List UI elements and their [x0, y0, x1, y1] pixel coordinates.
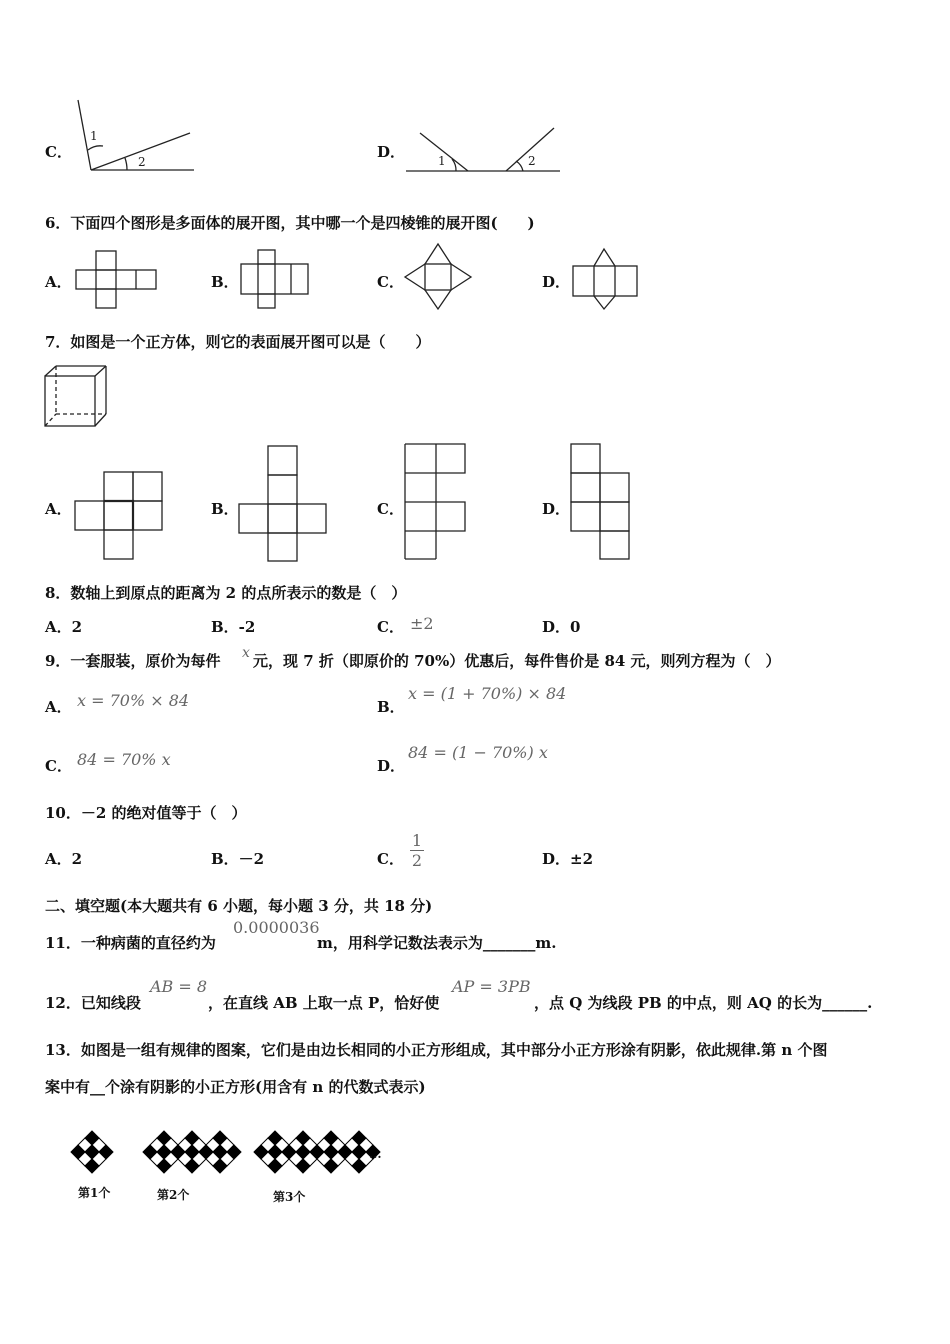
q5-option-d-label[interactable]: D．: [377, 143, 406, 161]
q7-stem: 7．如图是一个正方体，则它的表面展开图可以是（ ）: [45, 333, 431, 351]
q9-stem-part1: 9．一套服装，原价为每件: [45, 652, 221, 670]
q10-option-a[interactable]: A．2: [45, 850, 83, 868]
q13-caption-3: 第3个: [273, 1190, 306, 1204]
q5-angle-figure-c: [70, 95, 200, 175]
q7-option-b-label[interactable]: B．: [211, 500, 239, 518]
q7-net-d: [569, 441, 639, 565]
q10-fraction-numerator: 1: [411, 831, 423, 850]
q8-option-c-math: ±2: [410, 614, 434, 633]
q10-stem: 10．－2 的绝对值等于（ ）: [45, 804, 247, 822]
q12-stem-part1: 12．已知线段: [45, 994, 141, 1012]
q8-option-b[interactable]: B．-2: [211, 618, 256, 636]
q6-option-a-label[interactable]: A．: [45, 273, 72, 291]
q6-option-b-label[interactable]: B．: [211, 273, 239, 291]
q8-option-d[interactable]: D．0: [542, 618, 581, 636]
q9-stem-part2: 元，现 7 折（即原价的 70%）优惠后，每件售价是 84 元，则列方程为（ ）: [253, 652, 781, 670]
section2-heading: 二、填空题(本大题共有 6 小题，每小题 3 分，共 18 分): [45, 897, 433, 915]
q6-net-b: [238, 248, 313, 312]
q7-net-c: [403, 441, 473, 565]
q11-stem-part2: m，用科学记数法表示为_______m.: [317, 934, 557, 952]
q9-option-b-label[interactable]: B．: [377, 698, 405, 716]
q9-option-c-label[interactable]: C．: [45, 757, 72, 775]
q13-stem-line2: 案中有__个涂有阴影的小正方形(用含有 n 的代数式表示): [45, 1078, 426, 1096]
q12-math-ap: AP = 3PB: [452, 977, 531, 996]
q10-option-c[interactable]: C．: [377, 850, 404, 868]
q6-stem: 6．下面四个图形是多面体的展开图，其中哪一个是四棱锥的展开图( ): [45, 214, 535, 232]
q11-stem-part1: 11．一种病菌的直径约为: [45, 934, 216, 952]
q6-net-c: [403, 242, 475, 312]
q13-ellipsis: ···: [369, 1150, 382, 1164]
q10-option-b[interactable]: B．－2: [211, 850, 265, 868]
q7-option-d-label[interactable]: D．: [542, 500, 571, 518]
q9-option-d-label[interactable]: D．: [377, 757, 406, 775]
q5-c-angle-1: 1: [90, 129, 98, 143]
q13-pattern-figure: [60, 1122, 400, 1212]
q5-c-angle-2: 2: [138, 155, 146, 169]
q11-value: 0.0000036: [233, 918, 320, 937]
q8-stem: 8．数轴上到原点的距离为 2 的点所表示的数是（ ）: [45, 584, 407, 602]
q7-cube-figure: [42, 364, 114, 432]
q7-option-c-label[interactable]: C．: [377, 500, 404, 518]
q9-option-c-equation: 84 = 70% x: [77, 750, 171, 769]
q12-stem-part3: ，点 Q 为线段 PB 的中点，则 AQ 的长为______.: [534, 994, 873, 1012]
q9-stem-variable: x: [242, 645, 250, 661]
q7-net-b: [237, 443, 332, 565]
q13-caption-2: 第2个: [157, 1188, 190, 1202]
q12-math-ab: AB = 8: [150, 977, 208, 996]
q8-option-a[interactable]: A．2: [45, 618, 83, 636]
q9-option-d-equation: 84 = (1 − 70%) x: [408, 743, 548, 762]
q5-d-angle-1: 1: [438, 154, 446, 168]
q7-net-a: [72, 470, 167, 565]
q5-angle-figure-d: [404, 125, 564, 175]
q6-net-d: [570, 246, 642, 312]
q6-net-a: [72, 248, 162, 312]
q6-option-d-label[interactable]: D．: [542, 273, 571, 291]
q13-stem-line1: 13．如图是一组有规律的图案，它们是由边长相同的小正方形组成，其中部分小正方形涂有阴影，依此规律.第 n 个图: [45, 1041, 828, 1059]
q10-fraction-denominator: 2: [411, 851, 423, 870]
q9-option-a-equation: x = 70% × 84: [77, 691, 190, 710]
q12-stem-part2: ，在直线 AB 上取一点 P，恰好使: [208, 994, 440, 1012]
q9-option-b-equation: x = (1 + 70%) × 84: [408, 684, 567, 703]
q6-option-c-label[interactable]: C．: [377, 273, 404, 291]
q13-caption-1: 第1个: [78, 1186, 111, 1200]
q10-fraction: [410, 832, 424, 871]
q7-option-a-label[interactable]: A．: [45, 500, 72, 518]
q5-option-c-label[interactable]: C．: [45, 143, 72, 161]
q8-option-c[interactable]: C．: [377, 618, 404, 636]
q10-option-d[interactable]: D．±2: [542, 850, 594, 868]
q5-d-angle-2: 2: [528, 154, 536, 168]
q9-option-a-label[interactable]: A．: [45, 698, 72, 716]
